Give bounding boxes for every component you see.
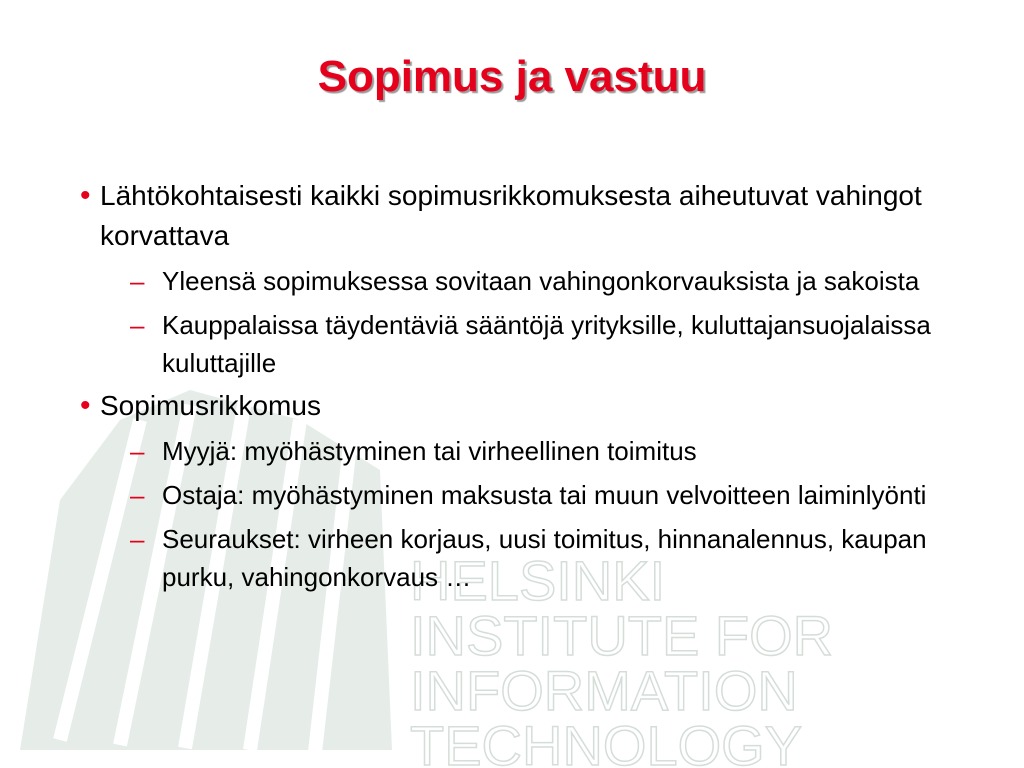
watermark-line: TECHNOLOGY: [410, 714, 803, 768]
slide-title: Sopimus ja vastuu: [317, 52, 707, 101]
sub-bullet-text: Ostaja: myöhästyminen maksusta tai muun velvoitteen laiminlyönti: [162, 480, 927, 510]
bullet-list: [70, 172, 970, 596]
dash-icon: –: [130, 436, 145, 466]
sub-bullet-text: Seuraukset: virheen korjaus, uusi toimitus, hinnanalennus, kaupan purku, vahingonkorvaus …: [162, 524, 927, 592]
sub-bullet-item: [70, 306, 970, 382]
dash-icon: –: [130, 310, 145, 340]
sub-bullet-item: [70, 262, 970, 300]
bullet-icon: •: [80, 179, 91, 212]
bullet-icon: •: [80, 389, 91, 422]
watermark-line: INFORMATION: [410, 659, 798, 722]
bullet-text: Lähtökohtaisesti kaikki sopimusrikkomuksesta aiheutuvat vahingot korvattava: [100, 180, 922, 251]
dash-icon: –: [130, 480, 145, 510]
bullet-item: [70, 386, 970, 426]
sub-bullet-text: Kauppalaissa täydentäviä sääntöjä yrityksille, kuluttajansuojalaissa kuluttajille: [162, 310, 931, 378]
bullet-item: [70, 176, 970, 256]
dash-icon: –: [130, 524, 145, 554]
watermark-line: HELSINKI: [410, 549, 666, 612]
sub-bullet-text: Yleensä sopimuksessa sovitaan vahingonkorvauksista ja sakoista: [162, 266, 920, 296]
sub-bullet-item: [70, 432, 970, 470]
sub-bullet-item: [70, 476, 970, 514]
sub-bullet-text: Myyjä: myöhästyminen tai virheellinen toimitus: [162, 436, 697, 466]
sub-bullet-item: [70, 520, 970, 596]
dash-icon: –: [130, 266, 145, 296]
watermark-line: INSTITUTE FOR: [410, 604, 834, 667]
bullet-text: Sopimusrikkomus: [100, 390, 321, 421]
